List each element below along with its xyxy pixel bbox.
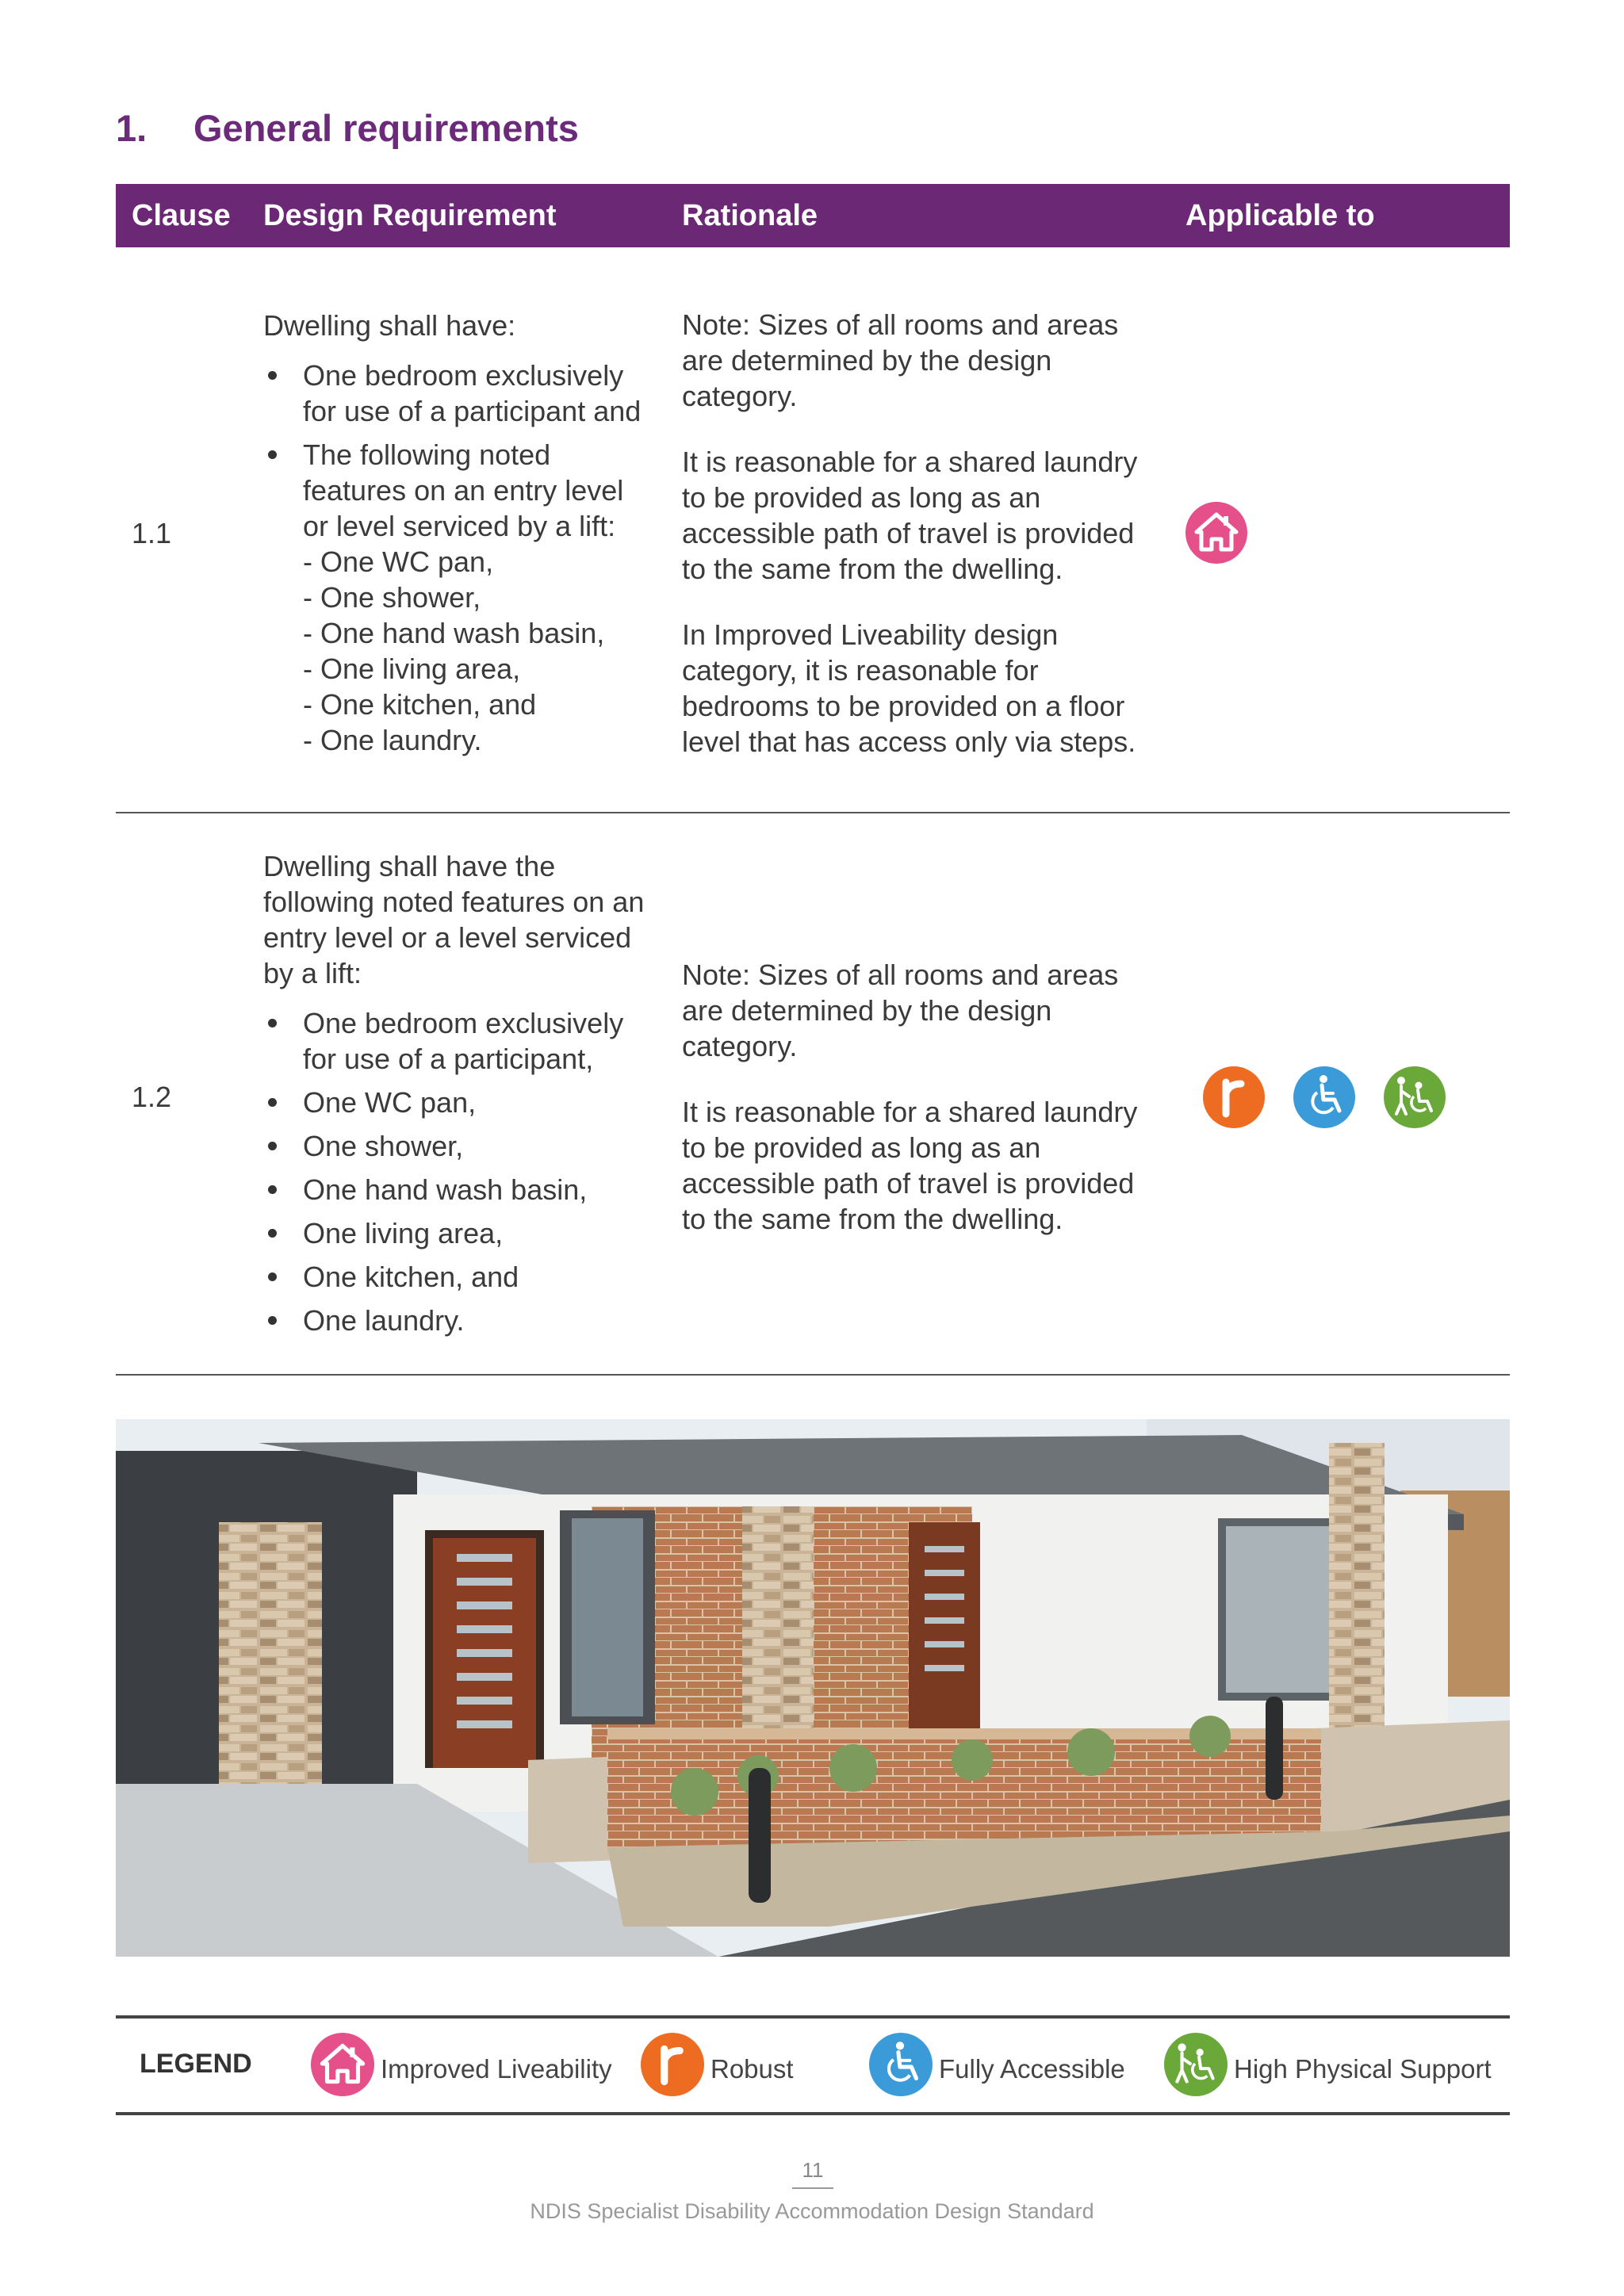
table-header-row	[116, 184, 1510, 247]
clause-number: 1.2	[116, 813, 247, 1375]
applicable-to-cell	[1170, 813, 1510, 1375]
legend-item-high-physical-support	[1164, 2033, 1492, 2096]
clause-number: 1.1	[116, 247, 247, 813]
legend-item-label: Robust	[710, 2054, 794, 2084]
rationale-cell	[666, 813, 1170, 1375]
legend-item-label: Fully Accessible	[939, 2054, 1125, 2084]
requirement-intro: Dwelling shall have:	[263, 309, 516, 342]
rationale-paragraph: Note: Sizes of all rooms and areas are determined by the design category.	[682, 959, 1119, 1062]
table-row	[116, 813, 1510, 1375]
design-requirement-cell	[247, 813, 666, 1375]
list-item	[263, 437, 650, 544]
requirement-list	[263, 1005, 650, 1338]
rationale-paragraph: Note: Sizes of all rooms and areas are determined by the design category.	[682, 308, 1119, 412]
wheelchair-icon	[869, 2033, 933, 2096]
legend-bar	[116, 2015, 1510, 2115]
applicable-to-cell	[1170, 247, 1510, 813]
house-photo	[116, 1419, 1510, 1957]
requirement-intro: Dwelling shall have the following noted features on an entry level or a level serviced by a lift:	[263, 849, 645, 989]
header-rationale: Rationale	[666, 184, 1170, 247]
wheelchair-icon	[1293, 1066, 1355, 1128]
feature-item: - One kitchen, and	[303, 688, 537, 721]
feature-item: - One WC pan,	[303, 545, 494, 578]
section-number: 1.	[116, 107, 147, 149]
feature-sublist	[303, 544, 650, 758]
list-item: One bedroom exclusively for use of a participant and	[263, 358, 650, 429]
feature-item: - One living area,	[303, 652, 521, 685]
high-support-icon	[1384, 1066, 1446, 1128]
legend-item-fully-accessible	[869, 2033, 1125, 2096]
robust-r-icon	[641, 2033, 704, 2096]
requirements-table	[116, 184, 1510, 1376]
house-icon	[311, 2033, 374, 2096]
feature-item: - One hand wash basin,	[303, 617, 605, 649]
list-item: One kitchen, and	[263, 1259, 650, 1295]
header-clause: Clause	[116, 184, 247, 247]
rationale-paragraph: It is reasonable for a shared laundry to be provided as long as an accessible path of travel is provided to the same from the dwelling.	[682, 1096, 1138, 1235]
high-support-icon	[1164, 2033, 1228, 2096]
legend-item-improved-liveability	[311, 2033, 612, 2096]
footer-title: NDIS Specialist Disability Accommodation Design Standard	[530, 2199, 1094, 2223]
house-icon	[1185, 502, 1247, 564]
design-requirement-cell	[247, 247, 666, 813]
rationale-cell	[666, 247, 1170, 813]
list-item: One hand wash basin,	[263, 1172, 650, 1207]
rationale-paragraph: In Improved Liveability design category, it is reasonable for bedrooms to be provided on a floor level that has access only via steps.	[682, 618, 1136, 758]
list-item: One living area,	[263, 1215, 650, 1251]
list-item: One laundry.	[263, 1303, 650, 1338]
robust-r-icon	[1203, 1066, 1265, 1128]
legend-item-robust	[641, 2033, 794, 2096]
table-row	[116, 247, 1510, 813]
header-design-requirement: Design Requirement	[247, 184, 666, 247]
list-item: One WC pan,	[263, 1085, 650, 1120]
header-applicable-to: Applicable to	[1170, 184, 1510, 247]
requirement-list	[263, 358, 650, 544]
legend-item-label: Improved Liveability	[381, 2054, 612, 2084]
page-number: 11	[792, 2158, 833, 2189]
rationale-paragraph: It is reasonable for a shared laundry to be provided as long as an accessible path of travel is provided to the same from the dwelling.	[682, 445, 1138, 585]
legend-item-label: High Physical Support	[1234, 2054, 1492, 2084]
section-title: General requirements	[193, 107, 579, 149]
feature-item: - One laundry.	[303, 724, 482, 756]
house-illustration	[116, 1419, 1510, 1957]
list-item: One bedroom exclusively for use of a participant,	[263, 1005, 650, 1077]
list-item: One shower,	[263, 1128, 650, 1164]
legend-label: LEGEND	[140, 2049, 252, 2079]
list-item-text: The following noted features on an entry level or level serviced by a lift:	[303, 438, 624, 542]
section-heading	[116, 106, 579, 150]
feature-item: - One shower,	[303, 581, 481, 614]
